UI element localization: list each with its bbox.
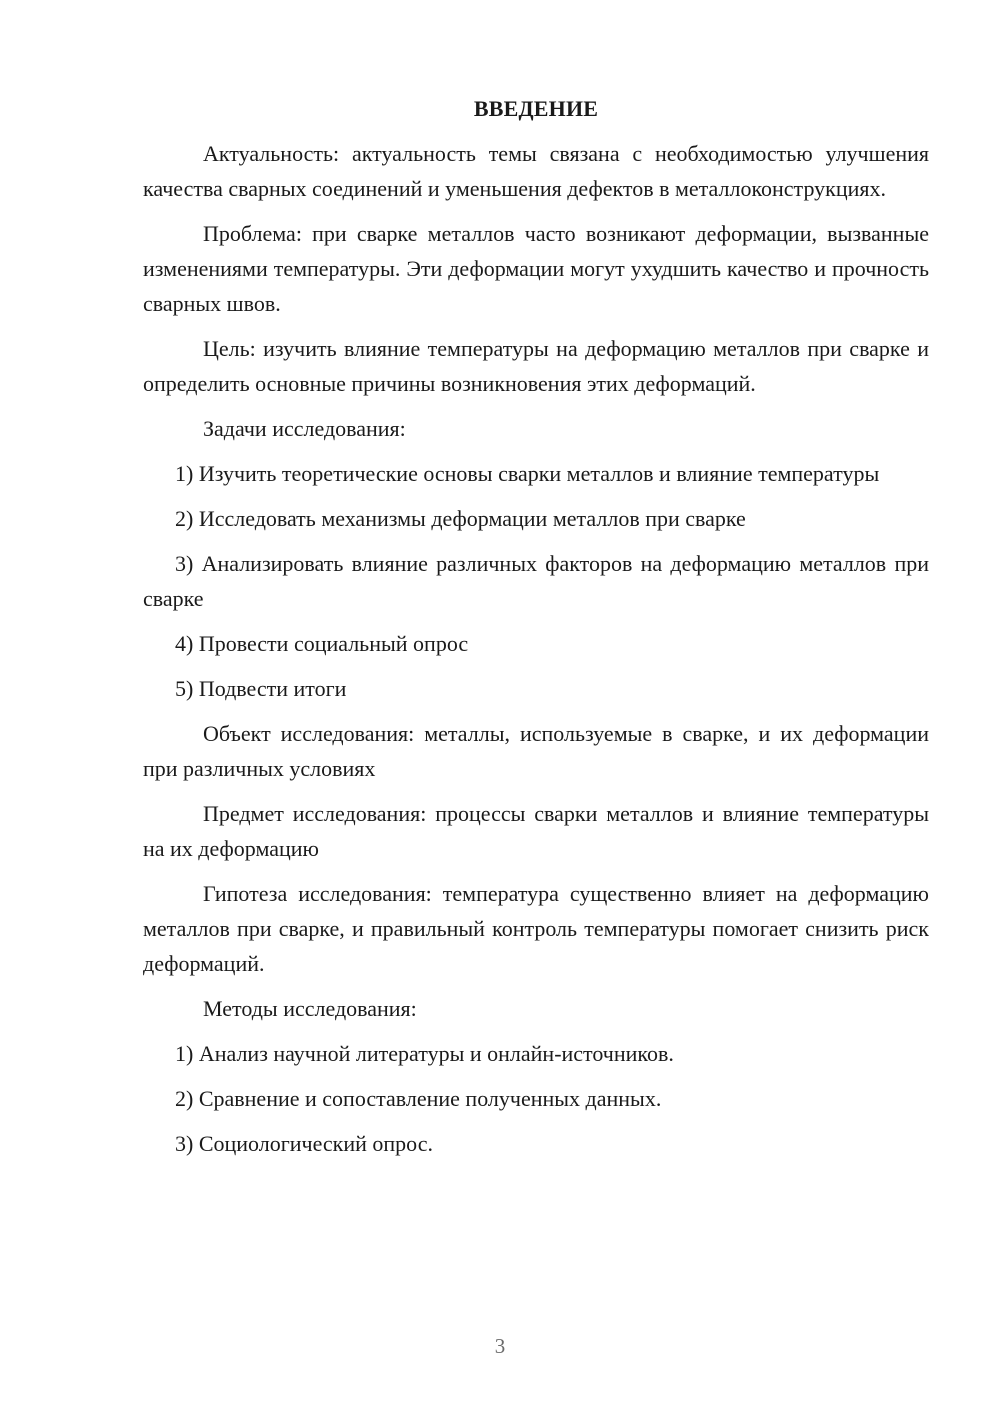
relevance-paragraph: Актуальность: актуальность темы связана с необходимостью улучшения качества сварных соединений и уменьшения дефектов в металлоконструкциях. xyxy=(143,141,929,201)
tasks-list xyxy=(143,456,929,706)
tasks-heading: Задачи исследования: xyxy=(203,416,406,441)
task-item: 1) Изучить теоретические основы сварки металлов и влияние температуры xyxy=(175,461,880,486)
hypothesis-paragraph: Гипотеза исследования: температура существенно влияет на деформацию металлов при сварке, и правильный контроль температуры помогает снизить риск деформаций. xyxy=(143,881,929,976)
method-item: 3) Социологический опрос. xyxy=(175,1131,433,1156)
page-number: 3 xyxy=(494,1334,506,1358)
task-item: 3) Анализировать влияние различных факторов на деформацию металлов при сварке xyxy=(143,551,929,611)
method-item: 2) Сравнение и сопоставление полученных данных. xyxy=(175,1086,662,1111)
subject-paragraph: Предмет исследования: процессы сварки металлов и влияние температуры на их деформацию xyxy=(143,801,929,861)
task-item: 5) Подвести итоги xyxy=(175,676,347,701)
document-page xyxy=(143,92,929,1171)
task-item: 2) Исследовать механизмы деформации металлов при сварке xyxy=(175,506,746,531)
methods-list xyxy=(143,1036,929,1161)
object-paragraph: Объект исследования: металлы, используемые в сварке, и их деформации при различных условиях xyxy=(143,721,929,781)
goal-paragraph: Цель: изучить влияние температуры на деформацию металлов при сварке и определить основные причины возникновения этих деформаций. xyxy=(143,336,929,396)
problem-paragraph: Проблема: при сварке металлов часто возникают деформации, вызванные изменениями температуры. Эти деформации могут ухудшить качество и прочность сварных швов. xyxy=(143,221,929,316)
task-item: 4) Провести социальный опрос xyxy=(175,631,469,656)
methods-heading: Методы исследования: xyxy=(203,996,417,1021)
document-title: ВВЕДЕНИЕ xyxy=(473,96,599,121)
method-item: 1) Анализ научной литературы и онлайн-источников. xyxy=(175,1041,674,1066)
